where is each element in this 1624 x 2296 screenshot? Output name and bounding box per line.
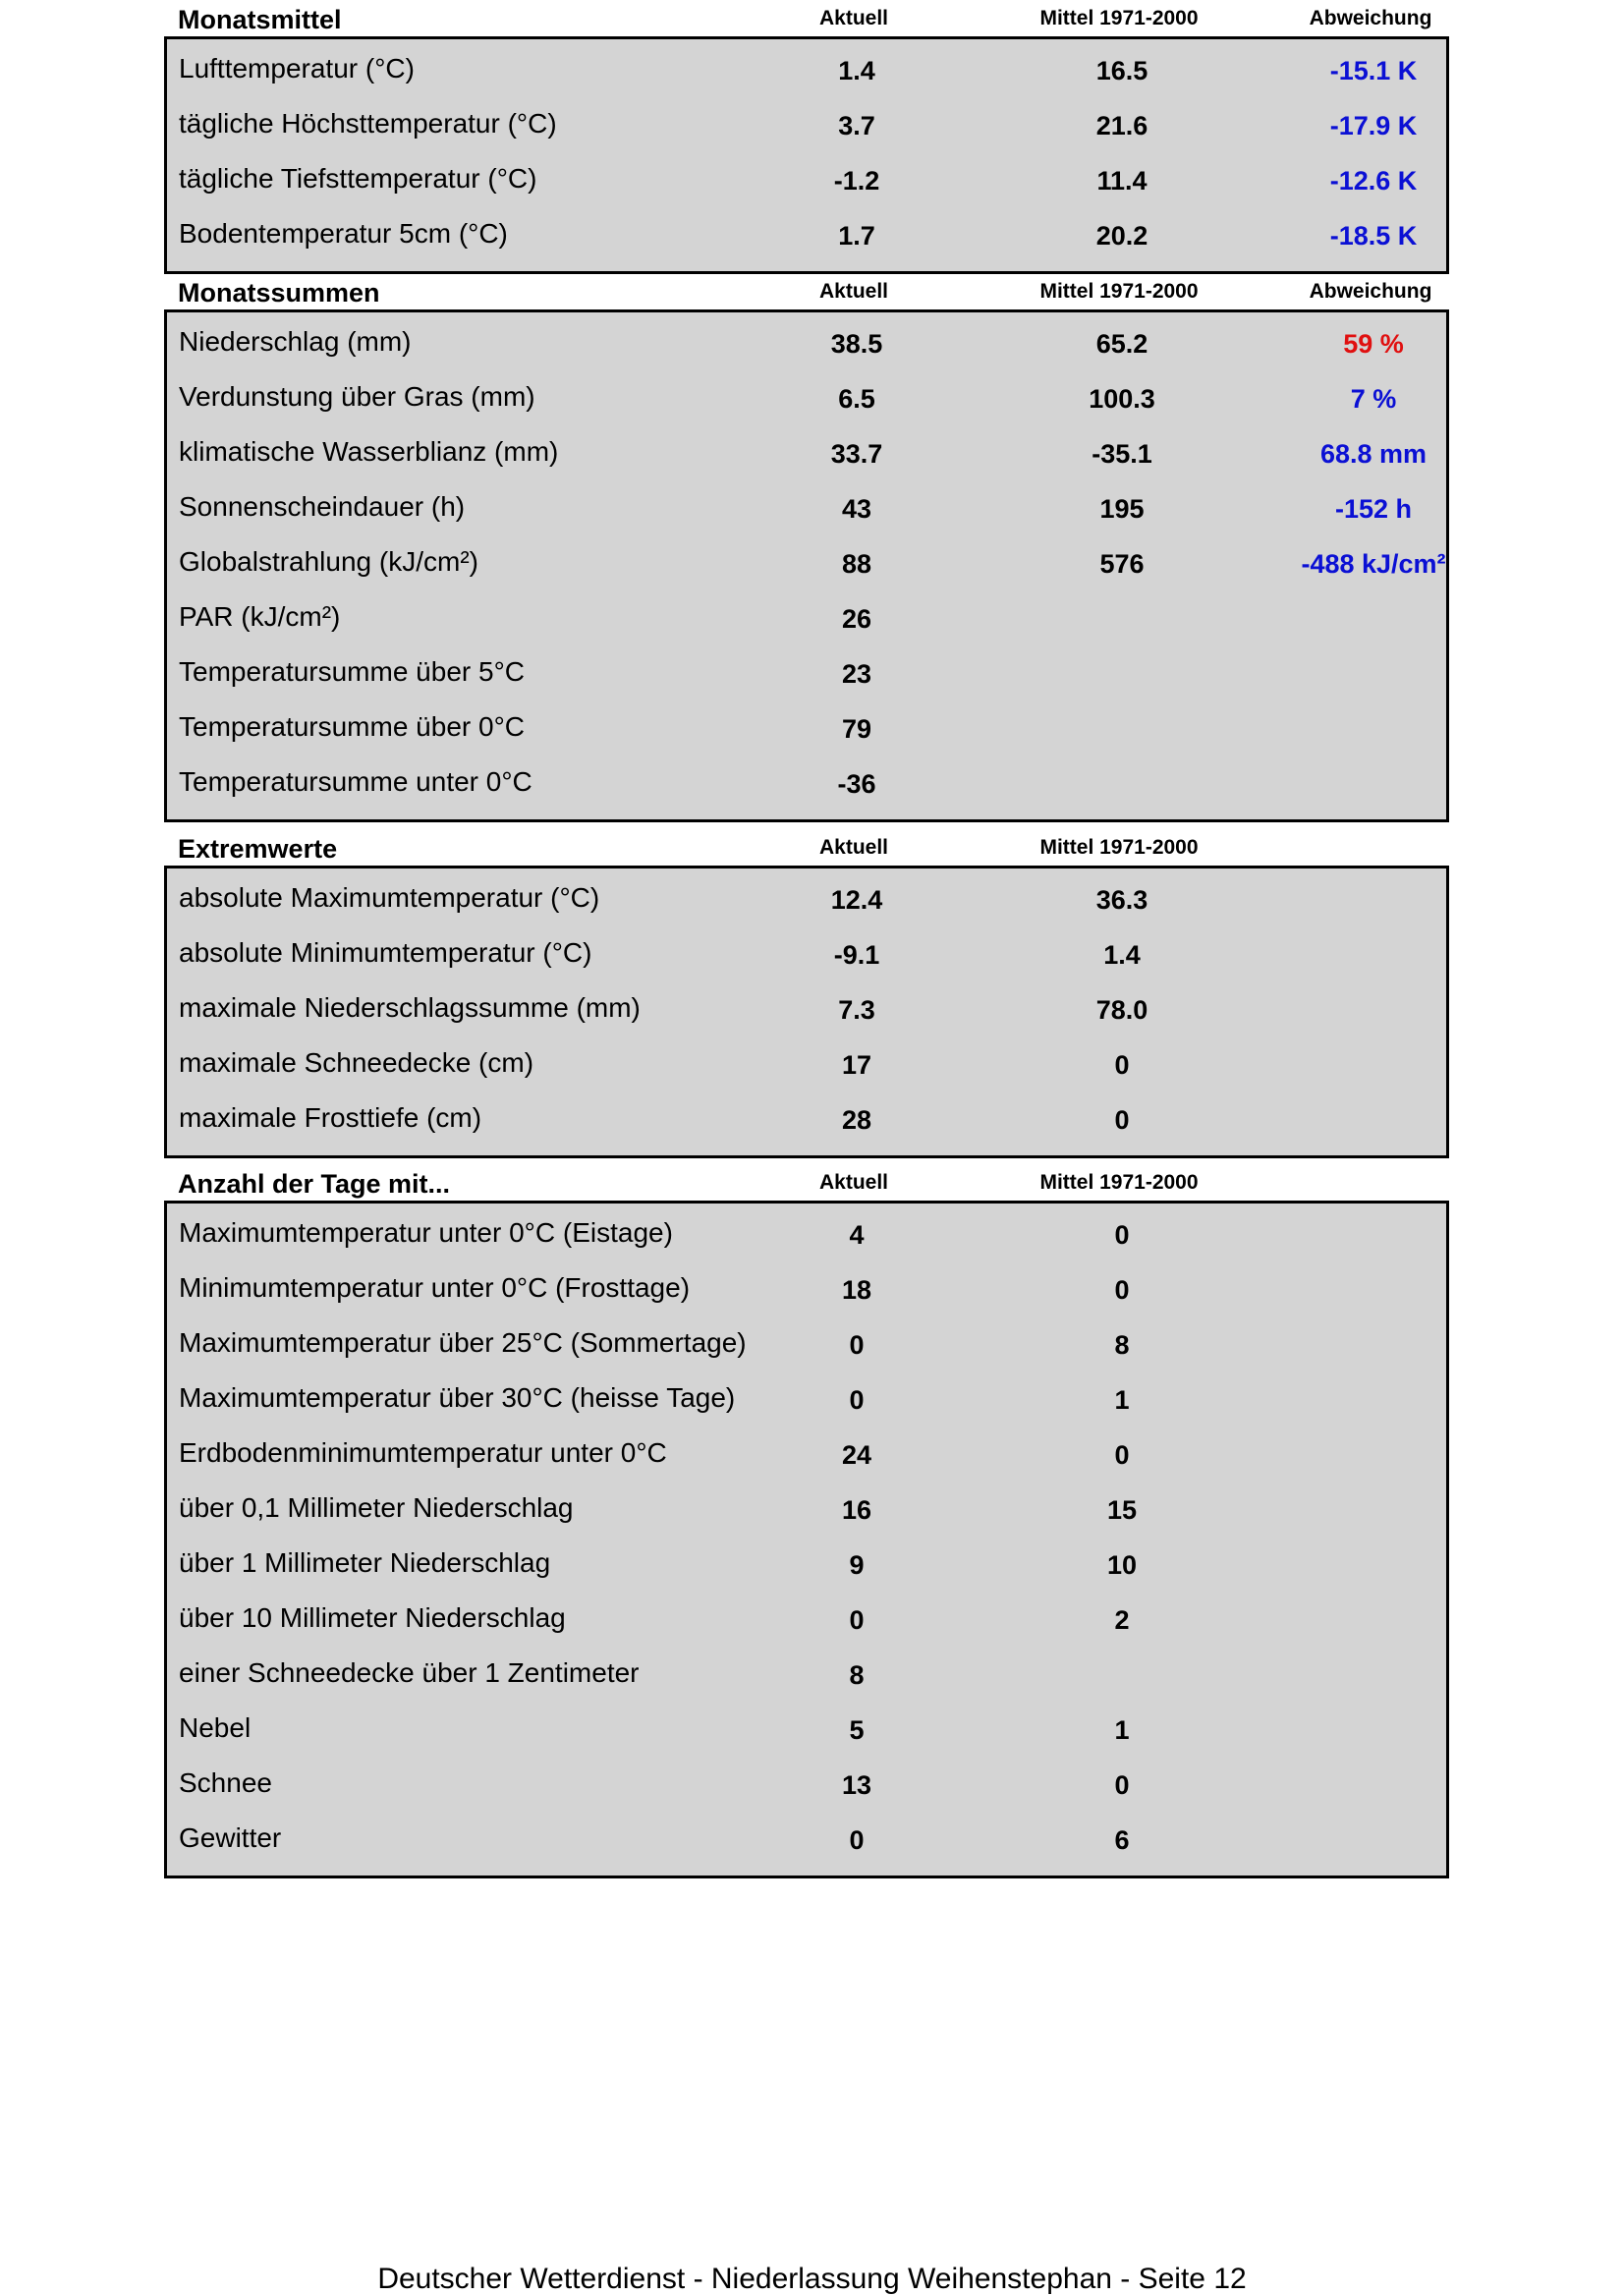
value-aktuell: 33.7 <box>830 439 883 469</box>
value-abweichung: -488 kJ/cm² <box>1301 549 1446 579</box>
row-label: Gewitter <box>179 1822 282 1853</box>
value-mittel: 11.4 <box>1096 166 1148 196</box>
value-abweichung: -152 h <box>1334 494 1413 524</box>
row-label: Maximumtemperatur über 25°C (Sommertage) <box>179 1327 747 1358</box>
value-mittel: 100.3 <box>1089 384 1155 414</box>
value-mittel: -35.1 <box>1092 439 1152 469</box>
row-label: maximale Frosttiefe (cm) <box>179 1102 482 1133</box>
value-mittel: 0 <box>1114 1275 1130 1305</box>
value-abweichung: -12.6 K <box>1329 166 1418 196</box>
column-header-mittel: Mittel 1971-2000 <box>1039 836 1199 859</box>
row-label: über 0,1 Millimeter Niederschlag <box>179 1492 574 1523</box>
data-table <box>164 36 1449 274</box>
section-title: Extremwerte <box>178 834 338 864</box>
value-mittel: 1 <box>1114 1385 1130 1415</box>
table-row <box>167 99 1446 154</box>
value-mittel: 0 <box>1114 1440 1130 1470</box>
value-mittel: 8 <box>1114 1330 1130 1360</box>
value-aktuell: 13 <box>841 1770 872 1800</box>
row-label: tägliche Tiefsttemperatur (°C) <box>179 163 537 194</box>
section-title: Monatssummen <box>178 278 380 308</box>
row-label: Verdunstung über Gras (mm) <box>179 381 535 412</box>
row-label: Globalstrahlung (kJ/cm²) <box>179 546 478 577</box>
value-mittel: 20.2 <box>1095 221 1148 251</box>
table-row <box>167 1649 1446 1704</box>
table-row <box>167 702 1446 757</box>
value-abweichung: 7 % <box>1350 384 1397 414</box>
section-monatsmittel <box>164 1 1449 274</box>
column-header-aktuell: Aktuell <box>818 7 889 29</box>
column-header-mittel: Mittel 1971-2000 <box>1039 280 1199 303</box>
table-row <box>167 983 1446 1038</box>
table-row <box>167 154 1446 209</box>
value-aktuell: -36 <box>837 769 876 799</box>
table-row <box>167 1594 1446 1649</box>
value-mittel: 10 <box>1106 1550 1138 1580</box>
column-header-aktuell: Aktuell <box>818 836 889 859</box>
value-mittel: 195 <box>1099 494 1145 524</box>
row-label: Minimumtemperatur unter 0°C (Frosttage) <box>179 1272 691 1303</box>
value-aktuell: 3.7 <box>838 111 875 140</box>
value-aktuell: 8 <box>849 1660 865 1690</box>
value-mittel: 78.0 <box>1095 995 1148 1025</box>
section-extremwerte <box>164 830 1449 1158</box>
value-mittel: 576 <box>1099 549 1145 579</box>
section-header <box>164 274 1449 309</box>
value-aktuell: 5 <box>849 1715 865 1745</box>
value-mittel: 1 <box>1114 1715 1130 1745</box>
value-aktuell: 23 <box>841 659 872 689</box>
table-row <box>167 317 1446 372</box>
value-abweichung: 59 % <box>1343 329 1404 359</box>
section-title: Monatsmittel <box>178 5 342 34</box>
table-row <box>167 427 1446 482</box>
table-row <box>167 1373 1446 1428</box>
section-anzahl-der-tage-mit <box>164 1165 1449 1878</box>
row-label: Erdbodenminimumtemperatur unter 0°C <box>179 1437 667 1468</box>
row-label: maximale Schneedecke (cm) <box>179 1047 534 1078</box>
value-abweichung: -18.5 K <box>1329 221 1418 251</box>
value-aktuell: 9 <box>849 1550 865 1580</box>
row-label: Maximumtemperatur unter 0°C (Eistage) <box>179 1217 673 1248</box>
value-mittel: 1.4 <box>1103 940 1141 970</box>
value-mittel: 21.6 <box>1095 111 1148 140</box>
row-label: Nebel <box>179 1712 252 1743</box>
value-mittel: 6 <box>1114 1825 1130 1855</box>
value-aktuell: -9.1 <box>833 940 880 970</box>
value-aktuell: 24 <box>841 1440 872 1470</box>
page-footer: Deutscher Wetterdienst - Niederlassung Weihenstephan - Seite 12 <box>377 2263 1247 2295</box>
row-label: Maximumtemperatur über 30°C (heisse Tage) <box>179 1382 736 1413</box>
value-aktuell: 38.5 <box>830 329 883 359</box>
value-aktuell: 7.3 <box>838 995 875 1025</box>
value-aktuell: 0 <box>849 1330 865 1360</box>
value-aktuell: 1.7 <box>838 221 875 251</box>
row-label: absolute Minimumtemperatur (°C) <box>179 937 592 968</box>
value-aktuell: 0 <box>849 1605 865 1635</box>
value-mittel: 16.5 <box>1095 56 1148 85</box>
row-label: maximale Niederschlagssumme (mm) <box>179 992 641 1023</box>
value-mittel: 0 <box>1114 1770 1130 1800</box>
row-label: über 1 Millimeter Niederschlag <box>179 1547 551 1578</box>
table-row <box>167 928 1446 983</box>
table-row <box>167 1539 1446 1594</box>
data-table <box>164 1201 1449 1878</box>
table-row <box>167 44 1446 99</box>
value-mittel: 36.3 <box>1095 885 1148 915</box>
table-row <box>167 1038 1446 1093</box>
table-row <box>167 1704 1446 1759</box>
value-mittel: 0 <box>1114 1220 1130 1250</box>
row-label: PAR (kJ/cm²) <box>179 601 341 632</box>
table-row <box>167 537 1446 592</box>
row-label: Sonnenscheindauer (h) <box>179 491 466 522</box>
row-label: Bodentemperatur 5cm (°C) <box>179 218 508 249</box>
table-row <box>167 1093 1446 1148</box>
value-aktuell: 28 <box>841 1105 872 1135</box>
table-row <box>167 1208 1446 1263</box>
value-mittel: 15 <box>1106 1495 1138 1525</box>
table-row <box>167 1759 1446 1814</box>
value-aktuell: 16 <box>841 1495 872 1525</box>
table-row <box>167 647 1446 702</box>
column-header-aktuell: Aktuell <box>818 1171 889 1194</box>
value-mittel: 65.2 <box>1095 329 1148 359</box>
value-aktuell: -1.2 <box>833 166 880 196</box>
row-label: tägliche Höchsttemperatur (°C) <box>179 108 557 139</box>
row-label: über 10 Millimeter Niederschlag <box>179 1602 566 1633</box>
table-row <box>167 482 1446 537</box>
value-abweichung: -15.1 K <box>1329 56 1418 85</box>
value-abweichung: -17.9 K <box>1329 111 1418 140</box>
table-row <box>167 1814 1446 1869</box>
row-label: Temperatursumme unter 0°C <box>179 766 532 797</box>
section-header <box>164 830 1449 866</box>
value-aktuell: 43 <box>841 494 872 524</box>
value-aktuell: 0 <box>849 1385 865 1415</box>
data-table <box>164 309 1449 822</box>
value-aktuell: 1.4 <box>838 56 875 85</box>
value-aktuell: 26 <box>841 604 872 634</box>
section-title: Anzahl der Tage mit... <box>178 1169 451 1199</box>
row-label: Lufttemperatur (°C) <box>179 53 415 84</box>
value-aktuell: 6.5 <box>838 384 875 414</box>
column-header-mittel: Mittel 1971-2000 <box>1039 1171 1199 1194</box>
value-mittel: 0 <box>1114 1050 1130 1080</box>
value-aktuell: 17 <box>841 1050 872 1080</box>
column-header-aktuell: Aktuell <box>818 280 889 303</box>
row-label: klimatische Wasserblianz (mm) <box>179 436 559 467</box>
value-aktuell: 79 <box>841 714 872 744</box>
row-label: absolute Maximumtemperatur (°C) <box>179 882 600 913</box>
data-table <box>164 866 1449 1158</box>
table-row <box>167 1428 1446 1484</box>
table-row <box>167 1263 1446 1318</box>
column-header-abweichung: Abweichung <box>1309 7 1432 29</box>
row-label: Temperatursumme über 0°C <box>179 711 525 742</box>
table-row <box>167 592 1446 647</box>
row-label: Schnee <box>179 1767 272 1798</box>
row-label: Temperatursumme über 5°C <box>179 656 525 687</box>
table-row <box>167 1484 1446 1539</box>
row-label: Niederschlag (mm) <box>179 326 412 357</box>
table-row <box>167 209 1446 264</box>
value-aktuell: 88 <box>841 549 872 579</box>
table-row <box>167 873 1446 928</box>
value-aktuell: 4 <box>849 1220 865 1250</box>
section-monatssummen <box>164 274 1449 822</box>
column-header-abweichung: Abweichung <box>1309 280 1432 303</box>
value-aktuell: 18 <box>841 1275 872 1305</box>
column-header-mittel: Mittel 1971-2000 <box>1039 7 1199 29</box>
table-row <box>167 372 1446 427</box>
value-abweichung: 68.8 mm <box>1319 439 1428 469</box>
table-row <box>167 1318 1446 1373</box>
table-row <box>167 757 1446 812</box>
value-mittel: 2 <box>1114 1605 1130 1635</box>
value-aktuell: 12.4 <box>830 885 883 915</box>
value-aktuell: 0 <box>849 1825 865 1855</box>
section-header <box>164 1 1449 36</box>
section-header <box>164 1165 1449 1201</box>
row-label: einer Schneedecke über 1 Zentimeter <box>179 1657 640 1688</box>
value-mittel: 0 <box>1114 1105 1130 1135</box>
